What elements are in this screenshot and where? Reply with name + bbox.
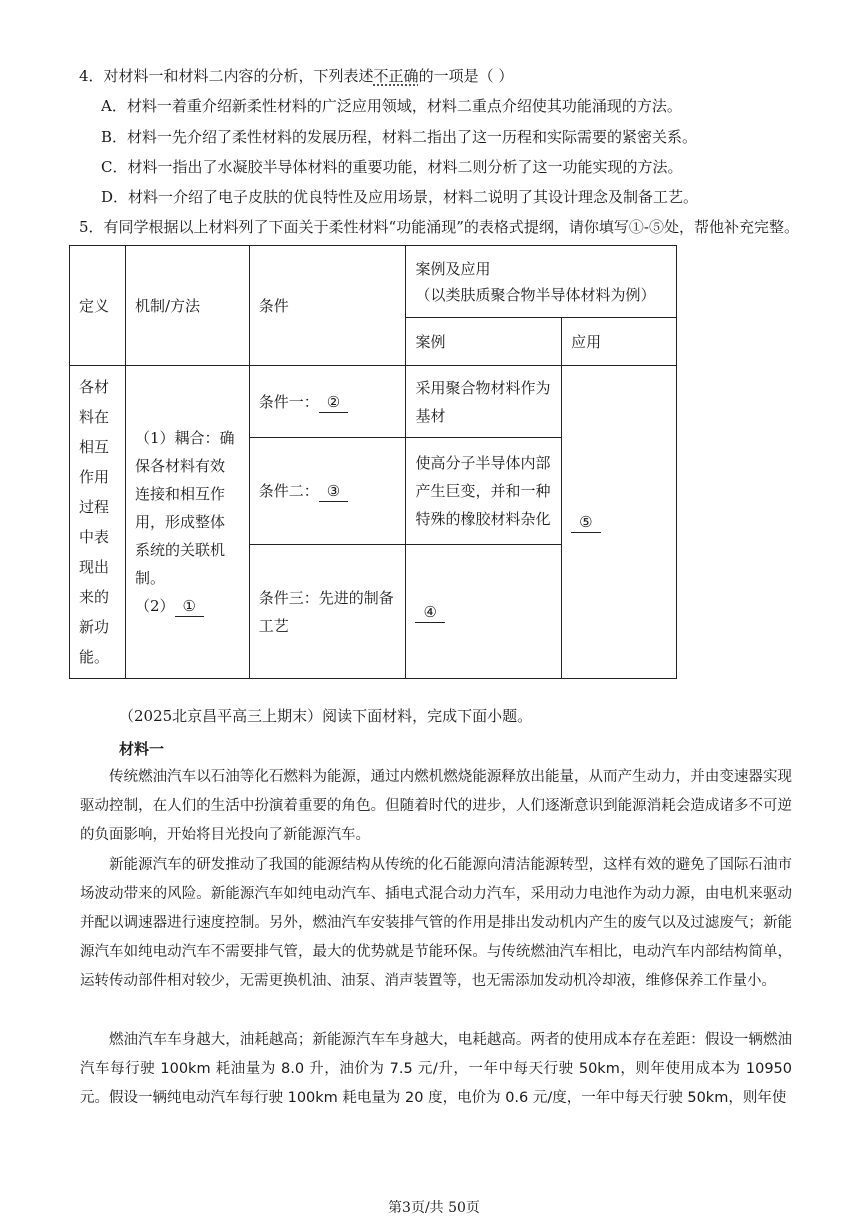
application-cell — [562, 366, 677, 679]
emphasis-text: 不正确 — [373, 67, 419, 85]
mechanism-cell — [125, 366, 249, 679]
condition-2-cell: 条件二： ③ — [249, 438, 406, 545]
material-1-title: 材料一 — [119, 740, 165, 758]
blank-1[interactable]: ① — [175, 596, 204, 617]
header-mechanism: 机制/方法 — [125, 246, 249, 366]
option-d: D．材料一介绍了电子皮肤的优良特性及应用场景，材料二说明了其设计理念及制备工艺。 — [101, 188, 699, 206]
header-cases-applications — [406, 246, 677, 318]
header-application: 应用 — [562, 318, 677, 366]
mechanism-coupling: （1）耦合：确保各材料有效连接和相互作用，形成整体系统的关联机制。 — [134, 429, 235, 587]
page-footer: 第3页/共 50页 — [388, 1200, 480, 1216]
case-1-cell: 采用聚合物材料作为基材 — [406, 366, 562, 438]
header-cases-subtitle: （以类肤质聚合物半导体材料为例） — [415, 285, 656, 304]
blank-3[interactable]: ③ — [319, 481, 348, 502]
header-definition: 定义 — [70, 246, 126, 366]
blank-4[interactable]: ④ — [415, 602, 444, 623]
blank-5[interactable]: ⑤ — [571, 512, 600, 533]
question-5-stem: 5．有同学根据以上材料列了下面关于柔性材料“功能涌现”的表格式提纲，请你填写①-⑤处，帮他补充完整。 — [79, 218, 799, 236]
question-4-suffix: 的一项是（ ） — [418, 67, 514, 85]
section-source: （2025北京昌平高三上期末）阅读下面材料，完成下面小题。 — [119, 707, 533, 725]
question-4-stem — [79, 66, 513, 86]
mechanism-item-2: （2） ① — [135, 592, 240, 620]
option-b: B．材料一先介绍了柔性材料的发展历程，材料二指出了这一历程和实际需要的紧密关系。 — [101, 128, 698, 146]
header-cases-title: 案例及应用 — [415, 259, 491, 278]
option-c: C．材料一指出了水凝胶半导体材料的重要功能，材料二则分析了这一功能实现的方法。 — [101, 158, 683, 176]
case-2-cell: 使高分子半导体内部产生巨变，并和一种特殊的橡胶材料杂化 — [406, 438, 562, 545]
blank-2[interactable]: ② — [319, 392, 348, 413]
case-3-cell — [406, 545, 562, 679]
outline-table — [69, 245, 677, 679]
header-condition: 条件 — [249, 246, 406, 366]
condition-1-cell: 条件一： ② — [249, 366, 406, 438]
paragraph-3: 燃油汽车车身越大，油耗越高；新能源汽车车身越大，电耗越高。两者的使用成本存在差距：假设一辆燃油汽车每行驶 100km 耗油量为 8.0 升，油价为 7.5 元/升，一年中每天行驶 50km，则年使用成本为 10950 元。假设一辆纯电动汽车每行驶 100km 耗电量为 20 度，电价为 0.6 元/度，一年中每天行驶 50km，则年使 — [80, 1032, 792, 1106]
paragraph-1: 传统燃油汽车以石油等化石燃料为能源，通过内燃机燃烧能源释放出能量，从而产生动力，并由变速器实现驱动控制，在人们的生活中扮演着重要的角色。但随着时代的进步，人们逐渐意识到能源消耗会造成诸多不可逆的负面影响，开始将目光投向了新能源汽车。 — [80, 769, 792, 843]
option-a: A．材料一着重介绍新柔性材料的广泛应用领域，材料二重点介绍使其功能涌现的方法。 — [101, 97, 682, 115]
header-case: 案例 — [406, 318, 562, 366]
paragraph-2: 新能源汽车的研发推动了我国的能源结构从传统的化石能源向清洁能源转型，这样有效的避免了国际石油市场波动带来的风险。新能源汽车如纯电动汽车、插电式混合动力汽车，采用动力电池作为动力源，由电机来驱动并配以调速器进行速度控制。另外，燃油汽车安装排气管的作用是排出发动机内产生的废气以及过滤废气；新能源汽车如纯电动汽车不需要排气管，最大的优势就是节能环保。与传统燃油汽车相比，电动汽车内部结构简单，运转传动部件相对较少，无需更换机油、油泵、消声装置等，也无需添加发动机冷却液，维修保养工作量小。 — [80, 857, 792, 989]
question-4-prefix: 4．对材料一和材料二内容的分析，下列表述 — [79, 67, 374, 85]
definition-cell: 各材料在相互作用过程中表现出来的新功能。 — [70, 366, 126, 679]
condition-3-cell: 条件三：先进的制备工艺 — [249, 545, 406, 679]
